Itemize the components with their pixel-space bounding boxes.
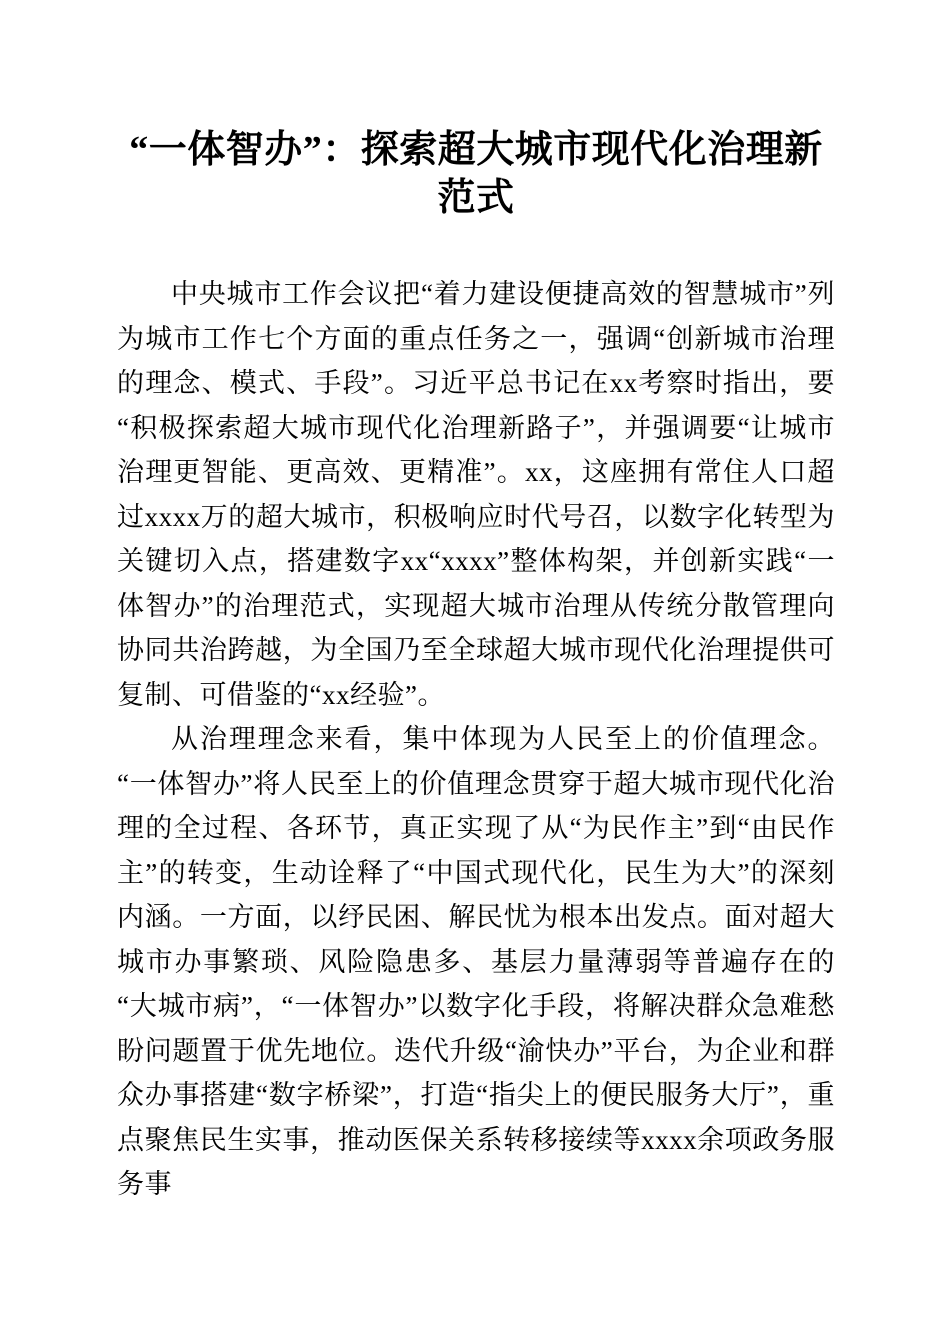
document-body bbox=[117, 272, 835, 1207]
paragraph: 从治理理念来看，集中体现为人民至上的价值理念。“一体智办”将人民至上的价值理念贯穿于超大城市现代化治理的全过程、各环节，真正实现了从“为民作主”到“由民作主”的转变，生动诠释了“中国式现代化，民生为大”的深刻内涵。一方面，以纾民困、解民忧为根本出发点。面对超大城市办事繁琐、风险隐患多、基层力量薄弱等普遍存在的“大城市病”，“一体智办”以数字化手段，将解决群众急难愁盼问题置于优先地位。迭代升级“渝快办”平台，为企业和群众办事搭建“数字桥梁”，打造“指尖上的便民服务大厅”，重点聚焦民生实事，推动医保关系转移接续等xxxx余项政务服务事 bbox=[117, 724, 835, 1199]
paragraph: 中央城市工作会议把“着力建设便捷高效的智慧城市”列为城市工作七个方面的重点任务之一，强调“创新城市治理的理念、模式、手段”。习近平总书记在xx考察时指出，要“积极探索超大城市现代化治理新路子”，并强调要“让城市治理更智能、更高效、更精准”。xx，这座拥有常住人口超过xxxx万的超大城市，积极响应时代号召，以数字化转型为关键切入点，搭建数字xx“xxxx”整体构架，并创新实践“一体智办”的治理范式，实现超大城市治理从传统分散管理向协同共治跨越，为全国乃至全球超大城市现代化治理提供可复制、可借鉴的“xx经验”。 bbox=[117, 279, 835, 710]
document-title: “一体智办”：探索超大城市现代化治理新范式 bbox=[129, 129, 823, 219]
